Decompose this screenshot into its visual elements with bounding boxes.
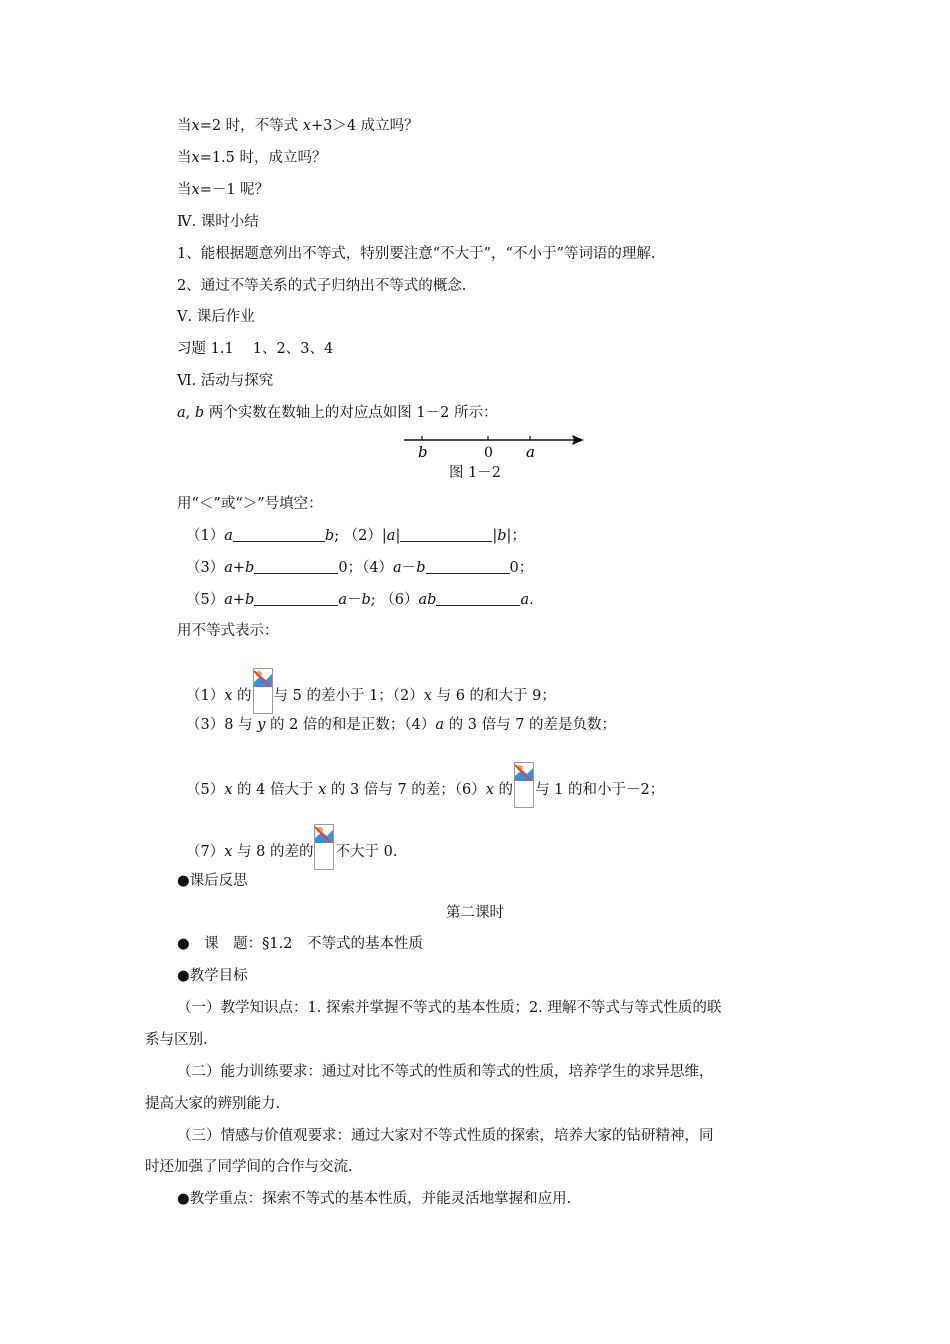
lesson-2-title: 第二课时 xyxy=(446,905,504,921)
question-x2: 当x=2 时，不等式 x+3＞4 成立吗？ xyxy=(177,118,419,134)
broken-image-icon xyxy=(314,824,334,870)
goal-2-line-2: 提高大家的辨别能力. xyxy=(145,1096,281,1112)
ineq-intro: 用不等式表示： xyxy=(177,623,279,639)
section-activity: Ⅵ. 活动与探究 xyxy=(177,373,274,389)
fill-row-3: （5）a+b a－b; （6）ab a. xyxy=(186,592,534,608)
ineq-row-2: （3）8 与 y 的 2 倍的和是正数；（4）a 的 3 倍与 7 的差是负数； xyxy=(186,717,617,733)
topic-line: ● 课 题：§1.2 不等式的基本性质 xyxy=(177,936,423,952)
fill-row-2: （3）a+b 0；（4）a－b 0； xyxy=(186,560,534,576)
goal-2-line-1: （二）能力训练要求：通过对比不等式的性质和等式的性质，培养学生的求异思维， xyxy=(177,1064,714,1080)
section-summary: Ⅳ. 课时小结 xyxy=(177,214,259,230)
number-line-figure xyxy=(398,428,588,460)
answer-blank[interactable] xyxy=(254,559,338,574)
section-homework: Ⅴ. 课后作业 xyxy=(177,309,255,325)
ineq-row-1: （1）x 的 与 5 的差小于 1；（2）x 与 6 的和大于 9； xyxy=(186,668,556,714)
answer-blank[interactable] xyxy=(233,527,325,542)
fill-intro: 用“＜”或“＞”号填空： xyxy=(177,496,323,512)
label-b: b xyxy=(418,443,428,460)
activity-intro: a, b 两个实数在数轴上的对应点如图 1－2 所示： xyxy=(177,405,498,421)
answer-blank[interactable] xyxy=(400,527,492,542)
broken-image-icon xyxy=(514,762,534,808)
goal-1-line-2: 系与区别. xyxy=(145,1032,208,1048)
label-a: a xyxy=(526,443,535,460)
goals-heading: ●教学目标 xyxy=(177,968,248,984)
homework-items: 习题 1.1 1、2、3、4 xyxy=(177,341,334,357)
answer-blank[interactable] xyxy=(426,559,510,574)
broken-image-icon xyxy=(253,668,273,714)
ineq-row-3: （5）x 的 4 倍大于 x 的 3 倍与 7 的差；（6）x 的 与 1 的和小于－2； xyxy=(186,762,664,808)
goal-1-line-1: （一）教学知识点：1. 探索并掌握不等式的基本性质；2. 理解不等式与等式性质的联 xyxy=(177,1000,722,1016)
summary-point-2: 2、通过不等关系的式子归纳出不等式的概念. xyxy=(177,278,467,294)
ineq-row-4: （7）x 与 8 的差的 不大于 0. xyxy=(186,824,397,870)
key-point: ●教学重点：探索不等式的基本性质，并能灵活地掌握和应用. xyxy=(177,1191,572,1207)
answer-blank[interactable] xyxy=(436,591,520,606)
goal-3-line-1: （三）情感与价值观要求：通过大家对不等式性质的探索，培养大家的钻研精神，同 xyxy=(177,1128,714,1144)
goal-3-line-2: 时还加强了同学间的合作与交流. xyxy=(145,1159,353,1175)
question-xm1: 当x=－1 呢？ xyxy=(177,182,270,198)
question-x15: 当x=1.5 时，成立吗？ xyxy=(177,150,327,166)
figure-caption: 图 1－2 xyxy=(448,465,502,481)
summary-point-1: 1、能根据题意列出不等式，特别要注意“不大于”，“不小于”等词语的理解. xyxy=(177,246,656,262)
reflection-heading: ●课后反思 xyxy=(177,873,248,889)
answer-blank[interactable] xyxy=(254,591,338,606)
fill-row-1: （1）a b; （2）|a| |b|； xyxy=(186,528,526,544)
label-0: 0 xyxy=(484,445,493,460)
